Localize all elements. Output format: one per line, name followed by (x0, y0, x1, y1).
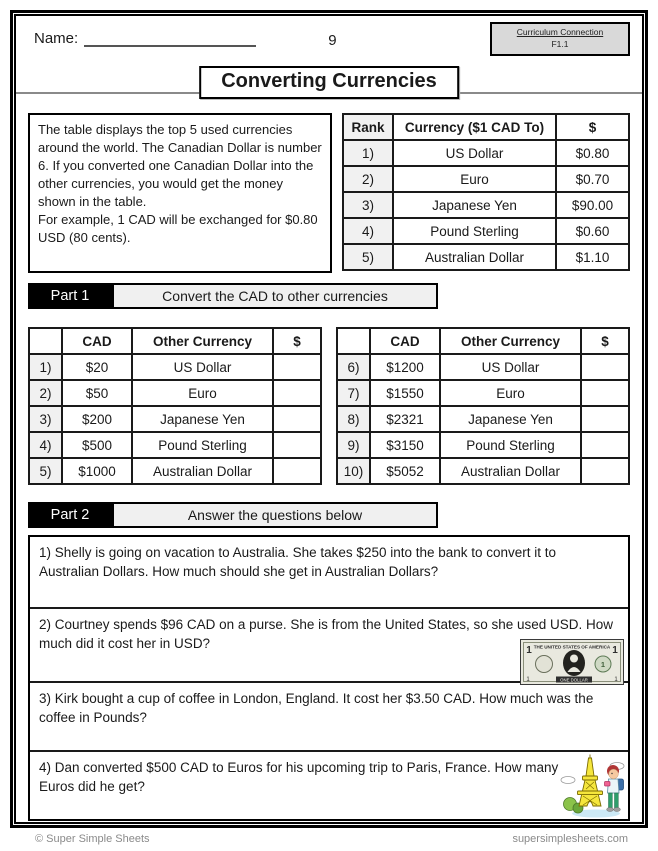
currency-cell: Australian Dollar (440, 458, 581, 484)
question-text: 4) Dan converted $500 CAD to Euros for his upcoming trip to Paris, France. How many Euros did he get? (39, 760, 559, 794)
cad-cell: $5052 (370, 458, 440, 484)
question-1 (30, 537, 628, 607)
part1-table-left (28, 327, 322, 485)
table-row (343, 218, 629, 244)
blank-header (337, 328, 370, 354)
answer-cell[interactable] (581, 354, 629, 380)
name-label: Name: (34, 30, 79, 47)
blank-header (29, 328, 62, 354)
dollar-header: $ (273, 328, 321, 354)
currency-cell: Euro (440, 380, 581, 406)
page-number: 9 (328, 32, 337, 49)
footer (35, 833, 628, 845)
row-number-cell: 9) (337, 432, 370, 458)
rank-cell: 1) (343, 140, 393, 166)
bill-bottom-label: ONE DOLLAR (560, 677, 588, 683)
currency-cell: Australian Dollar (132, 458, 273, 484)
cad-cell: $500 (62, 432, 132, 458)
table-row (337, 458, 629, 484)
part1-table-right (336, 327, 630, 485)
row-number-cell: 10) (337, 458, 370, 484)
currency-cell: Japanese Yen (440, 406, 581, 432)
part1-label: Part 1 (28, 283, 112, 309)
one-dollar-bill-illustration (520, 639, 624, 685)
curriculum-title: Curriculum Connection (516, 27, 604, 37)
intro-section (28, 113, 630, 273)
table-row (29, 458, 321, 484)
worksheet-inner-frame (14, 14, 644, 824)
part1-instruction: Convert the CAD to other currencies (112, 283, 438, 309)
answer-cell[interactable] (273, 458, 321, 484)
table-row (337, 432, 629, 458)
table-row (29, 406, 321, 432)
answer-space[interactable] (30, 795, 628, 819)
page-title: Converting Currencies (199, 66, 459, 99)
eiffel-tower-tourist-illustration (560, 754, 626, 818)
name-field (34, 30, 256, 47)
intro-example: For example, 1 CAD will be exchanged for $0.80 USD (80 cents). (38, 211, 318, 245)
bill-denomination: 1 (526, 645, 532, 656)
other-currency-header: Other Currency (440, 328, 581, 354)
title-band (16, 54, 642, 104)
table-row (337, 354, 629, 380)
table-row (343, 192, 629, 218)
cad-cell: $3150 (370, 432, 440, 458)
intro-paragraph: The table displays the top 5 used currencies around the world. The Canadian Dollar is number 6. If you converted one Canadian Dollar into the other currencies, you would get the money shown in the table. (38, 122, 322, 209)
cad-cell: $1000 (62, 458, 132, 484)
bill-seal-left (536, 656, 553, 673)
row-number-cell: 4) (29, 432, 62, 458)
table-row (29, 432, 321, 458)
table-row (343, 244, 629, 270)
answer-cell[interactable] (273, 406, 321, 432)
part2-label: Part 2 (28, 502, 112, 528)
bill-denomination: 1 (600, 660, 606, 669)
currency-cell: Euro (393, 166, 556, 192)
other-currency-header: Other Currency (132, 328, 273, 354)
curriculum-code: F1.1 (551, 39, 569, 50)
part2-instruction: Answer the questions below (112, 502, 438, 528)
question-text: 1) Shelly is going on vacation to Australia. She takes $250 into the bank to convert it to Australian Dollars. How much should she get in Australian Dollars? (39, 545, 557, 579)
intro-text-box (28, 113, 332, 273)
worksheet-outer-frame (10, 10, 648, 828)
footer-website: supersimplesheets.com (512, 833, 628, 845)
name-blank-line[interactable] (84, 33, 256, 47)
rank-cell: 2) (343, 166, 393, 192)
answer-space[interactable] (30, 583, 628, 607)
answer-space[interactable] (30, 726, 628, 750)
row-number-cell: 6) (337, 354, 370, 380)
currency-cell: US Dollar (393, 140, 556, 166)
rates-table-wrap (342, 113, 630, 273)
row-number-cell: 8) (337, 406, 370, 432)
currency-cell: Japanese Yen (132, 406, 273, 432)
table-row (337, 406, 629, 432)
question-3 (30, 681, 628, 750)
answer-cell[interactable] (581, 458, 629, 484)
answer-cell[interactable] (273, 354, 321, 380)
curriculum-connection-box (490, 22, 630, 56)
question-text: 3) Kirk bought a cup of coffee in London, England. It cost her $3.50 CAD. How much was the coffee in Pounds? (39, 691, 594, 725)
cad-cell: $200 (62, 406, 132, 432)
footer-copyright: © Super Simple Sheets (35, 833, 150, 845)
question-2 (30, 607, 628, 681)
row-number-cell: 5) (29, 458, 62, 484)
row-number-cell: 3) (29, 406, 62, 432)
value-cell: $1.10 (556, 244, 629, 270)
value-cell: $90.00 (556, 192, 629, 218)
cad-cell: $1550 (370, 380, 440, 406)
table-row (343, 140, 629, 166)
bill-portrait (563, 650, 585, 676)
table-row (29, 354, 321, 380)
value-cell: $0.60 (556, 218, 629, 244)
currency-cell: Australian Dollar (393, 244, 556, 270)
bill-denomination: 1 (612, 645, 618, 656)
currency-cell: Pound Sterling (440, 432, 581, 458)
currency-cell: US Dollar (132, 354, 273, 380)
answer-cell[interactable] (581, 380, 629, 406)
dollar-header: $ (581, 328, 629, 354)
rank-cell: 3) (343, 192, 393, 218)
currency-cell: Pound Sterling (132, 432, 273, 458)
value-cell: $0.80 (556, 140, 629, 166)
currency-header: Currency ($1 CAD To) (393, 114, 556, 140)
header (28, 22, 630, 54)
part1-banner (28, 283, 630, 309)
cad-header: CAD (62, 328, 132, 354)
bill-top-text: THE UNITED STATES OF AMERICA (533, 644, 611, 650)
currency-cell: Pound Sterling (393, 218, 556, 244)
currency-cell: US Dollar (440, 354, 581, 380)
table-row (337, 380, 629, 406)
cad-cell: $2321 (370, 406, 440, 432)
question-4 (30, 750, 628, 819)
cad-header: CAD (370, 328, 440, 354)
part1-tables (28, 327, 630, 485)
rank-cell: 4) (343, 218, 393, 244)
answer-cell[interactable] (273, 380, 321, 406)
bill-denomination: 1 (526, 677, 530, 683)
answer-cell[interactable] (581, 406, 629, 432)
table-row (29, 380, 321, 406)
answer-cell[interactable] (273, 432, 321, 458)
currency-cell: Japanese Yen (393, 192, 556, 218)
currency-cell: Euro (132, 380, 273, 406)
value-cell: $0.70 (556, 166, 629, 192)
part1-header-row (29, 328, 321, 354)
bill-denomination: 1 (614, 677, 618, 683)
table-row (343, 166, 629, 192)
part2-questions-box (28, 535, 630, 821)
cad-cell: $20 (62, 354, 132, 380)
row-number-cell: 7) (337, 380, 370, 406)
rates-table (342, 113, 630, 271)
cad-cell: $50 (62, 380, 132, 406)
row-number-cell: 2) (29, 380, 62, 406)
question-text: 2) Courtney spends $96 CAD on a purse. She is from the United States, so she used USD. How much did it cost her in USD? (39, 617, 614, 651)
cad-cell: $1200 (370, 354, 440, 380)
answer-cell[interactable] (581, 432, 629, 458)
rank-header: Rank (343, 114, 393, 140)
rank-cell: 5) (343, 244, 393, 270)
part2-banner (28, 502, 630, 528)
rates-header-row (343, 114, 629, 140)
row-number-cell: 1) (29, 354, 62, 380)
value-header: $ (556, 114, 629, 140)
part1-header-row (337, 328, 629, 354)
